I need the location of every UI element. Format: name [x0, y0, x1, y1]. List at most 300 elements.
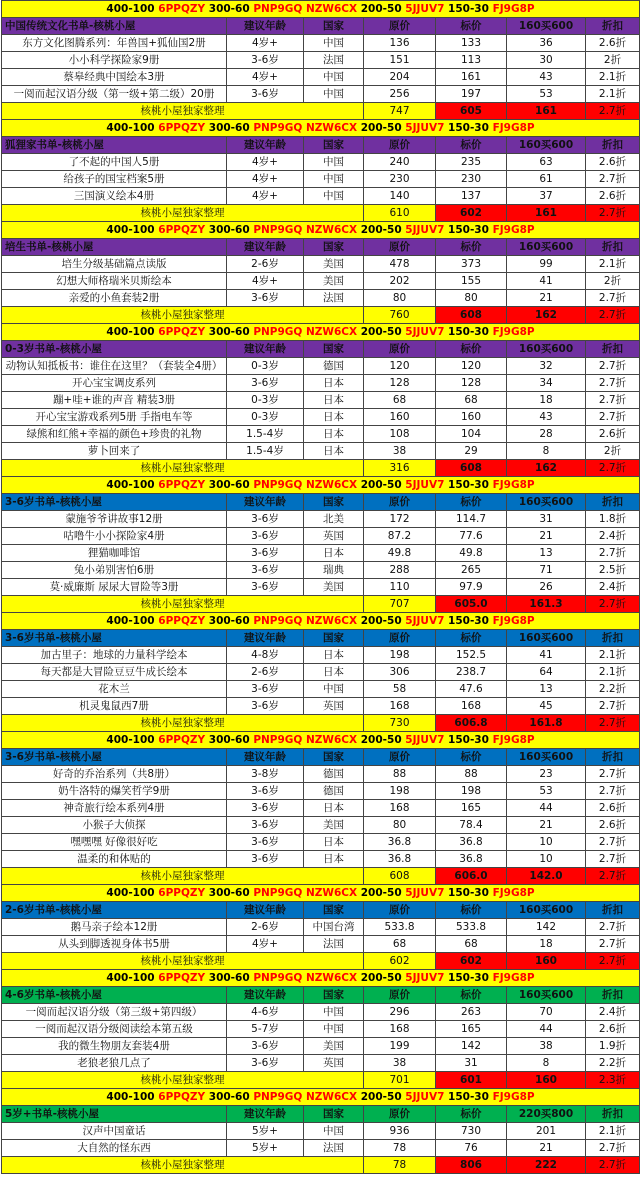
table-row	[2, 86, 640, 103]
age: 4-8岁	[227, 647, 304, 664]
column-header: 折扣	[586, 239, 640, 256]
deal-price: 142	[507, 919, 586, 936]
country: 日本	[304, 664, 364, 681]
coupon-code: 6PPQZY	[158, 1091, 206, 1103]
discount: 2.7折	[586, 851, 640, 868]
discount: 2.7折	[586, 375, 640, 392]
book-title: 狸猫咖啡馆	[2, 545, 227, 562]
country: 美国	[304, 256, 364, 273]
age: 3-6岁	[227, 698, 304, 715]
age: 3-6岁	[227, 783, 304, 800]
coupon-code-row	[2, 613, 640, 630]
country: 英国	[304, 1055, 364, 1072]
deal-price: 53	[507, 86, 586, 103]
section-header-row	[2, 902, 640, 919]
column-header: 折扣	[586, 18, 640, 35]
table-row	[2, 851, 640, 868]
coupon-code: NZW6CX	[306, 972, 358, 984]
discount: 2.1折	[586, 69, 640, 86]
coupon-code-banner	[2, 1089, 640, 1106]
coupon-code: NZW6CX	[306, 887, 358, 899]
age: 3-6岁	[227, 800, 304, 817]
country: 日本	[304, 392, 364, 409]
coupon-code-banner	[2, 1, 640, 18]
book-title: 我的微生物朋友套装4册	[2, 1038, 227, 1055]
book-title: 神奇旅行绘本系列4册	[2, 800, 227, 817]
table-row	[2, 834, 640, 851]
section-summary-row	[2, 307, 640, 324]
coupon-threshold: 300-60	[208, 972, 250, 984]
book-title: 一阅而起汉语分级（第三级+第四级）	[2, 1004, 227, 1021]
deal-price: 64	[507, 664, 586, 681]
deal-price: 18	[507, 936, 586, 953]
list-price: 49.8	[436, 545, 507, 562]
age: 3-8岁	[227, 766, 304, 783]
country: 日本	[304, 800, 364, 817]
original-price: 128	[364, 375, 436, 392]
coupon-code: 5JJUV7	[405, 615, 445, 627]
discount: 2.7折	[586, 409, 640, 426]
age: 3-6岁	[227, 290, 304, 307]
list-price: 29	[436, 443, 507, 460]
country: 中国	[304, 69, 364, 86]
column-header: 折扣	[586, 1106, 640, 1123]
summary-list-total: 605.0	[436, 596, 507, 613]
summary-original-total: 316	[364, 460, 436, 477]
deal-price: 41	[507, 273, 586, 290]
deal-price: 32	[507, 358, 586, 375]
age: 3-6岁	[227, 834, 304, 851]
table-row	[2, 35, 640, 52]
column-header: 建议年龄	[227, 749, 304, 766]
column-header: 标价	[436, 137, 507, 154]
country: 日本	[304, 426, 364, 443]
summary-discount: 2.7折	[586, 205, 640, 222]
original-price: 168	[364, 698, 436, 715]
coupon-code-banner	[2, 613, 640, 630]
column-header: 国家	[304, 239, 364, 256]
section-header-row	[2, 749, 640, 766]
discount: 2.7折	[586, 358, 640, 375]
column-header: 折扣	[586, 630, 640, 647]
country: 中国	[304, 1021, 364, 1038]
column-header: 160买600	[507, 749, 586, 766]
section-title: 5岁+书单-核桃小屋	[2, 1106, 227, 1123]
column-header: 国家	[304, 494, 364, 511]
original-price: 204	[364, 69, 436, 86]
table-row	[2, 409, 640, 426]
deal-price: 44	[507, 800, 586, 817]
original-price: 306	[364, 664, 436, 681]
column-header: 标价	[436, 18, 507, 35]
table-row	[2, 681, 640, 698]
country: 日本	[304, 851, 364, 868]
coupon-threshold: 300-60	[208, 887, 250, 899]
list-price: 76	[436, 1140, 507, 1157]
country: 中国	[304, 1004, 364, 1021]
list-price: 128	[436, 375, 507, 392]
column-header: 160买600	[507, 902, 586, 919]
coupon-threshold: 400-100	[106, 887, 155, 899]
coupon-code-banner	[2, 885, 640, 902]
age: 4岁+	[227, 171, 304, 188]
discount: 2折	[586, 443, 640, 460]
coupon-code: NZW6CX	[306, 615, 358, 627]
table-row	[2, 647, 640, 664]
coupon-threshold: 200-50	[360, 972, 402, 984]
country: 日本	[304, 834, 364, 851]
table-row	[2, 1021, 640, 1038]
coupon-threshold: 300-60	[208, 122, 250, 134]
section-title: 培生书单-核桃小屋	[2, 239, 227, 256]
coupon-code: FJ9G8P	[492, 3, 535, 15]
deal-price: 53	[507, 783, 586, 800]
list-price: 263	[436, 1004, 507, 1021]
discount: 1.9折	[586, 1038, 640, 1055]
country: 德国	[304, 358, 364, 375]
table-row	[2, 256, 640, 273]
section-summary-row	[2, 205, 640, 222]
original-price: 78	[364, 1140, 436, 1157]
list-price: 165	[436, 800, 507, 817]
coupon-threshold: 150-30	[448, 224, 489, 236]
discount: 2.1折	[586, 1123, 640, 1140]
summary-list-total: 602	[436, 953, 507, 970]
coupon-threshold: 300-60	[208, 479, 250, 491]
coupon-code: FJ9G8P	[492, 326, 535, 338]
column-header: 建议年龄	[227, 1106, 304, 1123]
original-price: 36.8	[364, 834, 436, 851]
deal-price: 13	[507, 545, 586, 562]
list-price: 78.4	[436, 817, 507, 834]
country: 中国	[304, 1123, 364, 1140]
age: 5岁+	[227, 1123, 304, 1140]
age: 3-6岁	[227, 511, 304, 528]
table-row	[2, 1055, 640, 1072]
coupon-code-row	[2, 1089, 640, 1106]
coupon-code: NZW6CX	[306, 1091, 358, 1103]
deal-price: 44	[507, 1021, 586, 1038]
book-title: 好奇的乔治系列（共8册）	[2, 766, 227, 783]
book-title: 蒙施爷爷讲故事12册	[2, 511, 227, 528]
age: 3-6岁	[227, 545, 304, 562]
section-title: 4-6岁书单-核桃小屋	[2, 987, 227, 1004]
country: 日本	[304, 443, 364, 460]
discount: 2.6折	[586, 817, 640, 834]
summary-list-total: 608	[436, 460, 507, 477]
column-header: 160买600	[507, 239, 586, 256]
list-price: 114.7	[436, 511, 507, 528]
column-header: 160买600	[507, 987, 586, 1004]
coupon-code: FJ9G8P	[492, 972, 535, 984]
section-summary-row	[2, 1157, 640, 1174]
book-title: 蔡皋经典中国绘本3册	[2, 69, 227, 86]
coupon-threshold: 300-60	[208, 615, 250, 627]
coupon-code: 6PPQZY	[158, 615, 206, 627]
book-title: 每天都是大冒险豆豆牛成长绘本	[2, 664, 227, 681]
section-summary-row	[2, 953, 640, 970]
coupon-code: FJ9G8P	[492, 1091, 535, 1103]
age: 0-3岁	[227, 358, 304, 375]
coupon-code: FJ9G8P	[492, 734, 535, 746]
table-row	[2, 358, 640, 375]
deal-price: 38	[507, 1038, 586, 1055]
age: 2-6岁	[227, 919, 304, 936]
discount: 2.7折	[586, 698, 640, 715]
coupon-code: PNP9GQ	[253, 326, 303, 338]
original-price: 168	[364, 1021, 436, 1038]
column-header: 国家	[304, 341, 364, 358]
column-header: 折扣	[586, 137, 640, 154]
country: 中国	[304, 86, 364, 103]
list-price: 47.6	[436, 681, 507, 698]
column-header: 160买600	[507, 137, 586, 154]
column-header: 原价	[364, 630, 436, 647]
coupon-code: PNP9GQ	[253, 122, 303, 134]
book-title: 动物认知抵板书：谁住在这里？（套装全4册）	[2, 358, 227, 375]
book-title: 莫·威廉斯 尿尿大冒险等3册	[2, 579, 227, 596]
list-price: 155	[436, 273, 507, 290]
coupon-threshold: 200-50	[360, 326, 402, 338]
coupon-code: NZW6CX	[306, 122, 358, 134]
book-title: 小猴子大侦探	[2, 817, 227, 834]
column-header: 标价	[436, 239, 507, 256]
summary-discount: 2.7折	[586, 1157, 640, 1174]
deal-price: 201	[507, 1123, 586, 1140]
table-row	[2, 188, 640, 205]
column-header: 标价	[436, 902, 507, 919]
list-price: 113	[436, 52, 507, 69]
book-title: 小小科学探险家9册	[2, 52, 227, 69]
book-title: 了不起的中国人5册	[2, 154, 227, 171]
book-title: 加古里子：地球的力量科学绘本	[2, 647, 227, 664]
summary-list-total: 601	[436, 1072, 507, 1089]
section-summary-row	[2, 715, 640, 732]
discount: 2.7折	[586, 936, 640, 953]
summary-original-total: 730	[364, 715, 436, 732]
deal-price: 36	[507, 35, 586, 52]
coupon-code-row	[2, 477, 640, 494]
summary-original-total: 602	[364, 953, 436, 970]
list-price: 97.9	[436, 579, 507, 596]
coupon-code: 5JJUV7	[405, 972, 445, 984]
coupon-code-banner	[2, 732, 640, 749]
column-header: 原价	[364, 902, 436, 919]
age: 4岁+	[227, 936, 304, 953]
section-title: 3-6岁书单-核桃小屋	[2, 630, 227, 647]
column-header: 国家	[304, 902, 364, 919]
discount: 2.7折	[586, 171, 640, 188]
deal-price: 18	[507, 392, 586, 409]
original-price: 198	[364, 647, 436, 664]
coupon-code: NZW6CX	[306, 479, 358, 491]
country: 中国	[304, 171, 364, 188]
summary-list-total: 606.8	[436, 715, 507, 732]
coupon-code: 6PPQZY	[158, 734, 206, 746]
coupon-threshold: 300-60	[208, 3, 250, 15]
country: 美国	[304, 1038, 364, 1055]
coupon-threshold: 150-30	[448, 479, 489, 491]
list-price: 36.8	[436, 834, 507, 851]
age: 5岁+	[227, 1140, 304, 1157]
coupon-code: PNP9GQ	[253, 479, 303, 491]
country: 法国	[304, 290, 364, 307]
coupon-code: FJ9G8P	[492, 887, 535, 899]
deal-price: 21	[507, 528, 586, 545]
original-price: 87.2	[364, 528, 436, 545]
column-header: 原价	[364, 987, 436, 1004]
book-title: 三国演义绘本4册	[2, 188, 227, 205]
book-title: 老狼老狼几点了	[2, 1055, 227, 1072]
coupon-code: 5JJUV7	[405, 326, 445, 338]
list-price: 230	[436, 171, 507, 188]
age: 4岁+	[227, 35, 304, 52]
coupon-code: PNP9GQ	[253, 3, 303, 15]
list-price: 120	[436, 358, 507, 375]
age: 3-6岁	[227, 375, 304, 392]
coupon-code: 6PPQZY	[158, 3, 206, 15]
original-price: 199	[364, 1038, 436, 1055]
book-title: 嘿嘿嘿 好像很好吃	[2, 834, 227, 851]
table-row	[2, 171, 640, 188]
deal-price: 28	[507, 426, 586, 443]
list-price: 80	[436, 290, 507, 307]
coupon-code: NZW6CX	[306, 224, 358, 236]
list-price: 198	[436, 783, 507, 800]
discount: 2.7折	[586, 766, 640, 783]
discount: 2.1折	[586, 256, 640, 273]
table-row	[2, 392, 640, 409]
list-price: 197	[436, 86, 507, 103]
discount: 2.6折	[586, 188, 640, 205]
summary-deal-total: 160	[507, 1072, 586, 1089]
summary-deal-total: 160	[507, 953, 586, 970]
column-header: 折扣	[586, 902, 640, 919]
original-price: 160	[364, 409, 436, 426]
deal-price: 99	[507, 256, 586, 273]
country: 中国	[304, 154, 364, 171]
summary-original-total: 760	[364, 307, 436, 324]
discount: 2折	[586, 273, 640, 290]
summary-label: 核桃小屋独家整理	[2, 205, 364, 222]
country: 德国	[304, 783, 364, 800]
section-summary-row	[2, 103, 640, 120]
coupon-code: FJ9G8P	[492, 122, 535, 134]
age: 5-7岁	[227, 1021, 304, 1038]
book-title: 一阅而起汉语分级（第一级+第二级）20册	[2, 86, 227, 103]
original-price: 68	[364, 936, 436, 953]
table-body	[2, 1, 640, 1174]
list-price: 161	[436, 69, 507, 86]
deal-price: 8	[507, 1055, 586, 1072]
summary-deal-total: 142.0	[507, 868, 586, 885]
summary-deal-total: 222	[507, 1157, 586, 1174]
discount: 2.7折	[586, 834, 640, 851]
summary-label: 核桃小屋独家整理	[2, 307, 364, 324]
table-row	[2, 1004, 640, 1021]
coupon-threshold: 150-30	[448, 3, 489, 15]
coupon-threshold: 200-50	[360, 1091, 402, 1103]
table-row	[2, 273, 640, 290]
discount: 2.7折	[586, 290, 640, 307]
column-header: 国家	[304, 630, 364, 647]
coupon-code: FJ9G8P	[492, 224, 535, 236]
deal-price: 13	[507, 681, 586, 698]
column-header: 建议年龄	[227, 902, 304, 919]
table-row	[2, 698, 640, 715]
summary-original-total: 701	[364, 1072, 436, 1089]
discount: 2.6折	[586, 35, 640, 52]
age: 3-6岁	[227, 52, 304, 69]
summary-discount: 2.7折	[586, 103, 640, 120]
section-title: 3-6岁书单-核桃小屋	[2, 749, 227, 766]
book-title: 汉声中国童话	[2, 1123, 227, 1140]
summary-deal-total: 161	[507, 205, 586, 222]
coupon-threshold: 400-100	[106, 734, 155, 746]
original-price: 68	[364, 392, 436, 409]
summary-original-total: 610	[364, 205, 436, 222]
column-header: 建议年龄	[227, 239, 304, 256]
list-price: 68	[436, 392, 507, 409]
table-row	[2, 545, 640, 562]
country: 英国	[304, 698, 364, 715]
original-price: 38	[364, 1055, 436, 1072]
original-price: 533.8	[364, 919, 436, 936]
book-title: 培生分级基础篇点读版	[2, 256, 227, 273]
coupon-threshold: 200-50	[360, 615, 402, 627]
section-header-row	[2, 630, 640, 647]
coupon-code-row	[2, 885, 640, 902]
column-header: 原价	[364, 137, 436, 154]
summary-list-total: 806	[436, 1157, 507, 1174]
discount: 2.6折	[586, 800, 640, 817]
coupon-threshold: 150-30	[448, 615, 489, 627]
age: 3-6岁	[227, 86, 304, 103]
country: 中国	[304, 681, 364, 698]
column-header: 建议年龄	[227, 18, 304, 35]
column-header: 220买800	[507, 1106, 586, 1123]
coupon-code: PNP9GQ	[253, 734, 303, 746]
summary-deal-total: 162	[507, 460, 586, 477]
discount: 2.6折	[586, 1021, 640, 1038]
original-price: 49.8	[364, 545, 436, 562]
age: 3-6岁	[227, 579, 304, 596]
column-header: 建议年龄	[227, 630, 304, 647]
section-title: 3-6岁书单-核桃小屋	[2, 494, 227, 511]
coupon-code: FJ9G8P	[492, 479, 535, 491]
country: 美国	[304, 817, 364, 834]
section-title: 中国传统文化书单-核桃小屋	[2, 18, 227, 35]
list-price: 133	[436, 35, 507, 52]
coupon-threshold: 150-30	[448, 326, 489, 338]
coupon-code: PNP9GQ	[253, 1091, 303, 1103]
section-header-row	[2, 137, 640, 154]
summary-list-total: 605	[436, 103, 507, 120]
summary-original-total: 747	[364, 103, 436, 120]
country: 美国	[304, 579, 364, 596]
deal-price: 8	[507, 443, 586, 460]
summary-discount: 2.7折	[586, 460, 640, 477]
table-row	[2, 375, 640, 392]
original-price: 240	[364, 154, 436, 171]
age: 4岁+	[227, 188, 304, 205]
deal-price: 26	[507, 579, 586, 596]
coupon-code: 6PPQZY	[158, 326, 206, 338]
discount: 2.7折	[586, 919, 640, 936]
section-header-row	[2, 341, 640, 358]
original-price: 88	[364, 766, 436, 783]
coupon-code: 6PPQZY	[158, 122, 206, 134]
